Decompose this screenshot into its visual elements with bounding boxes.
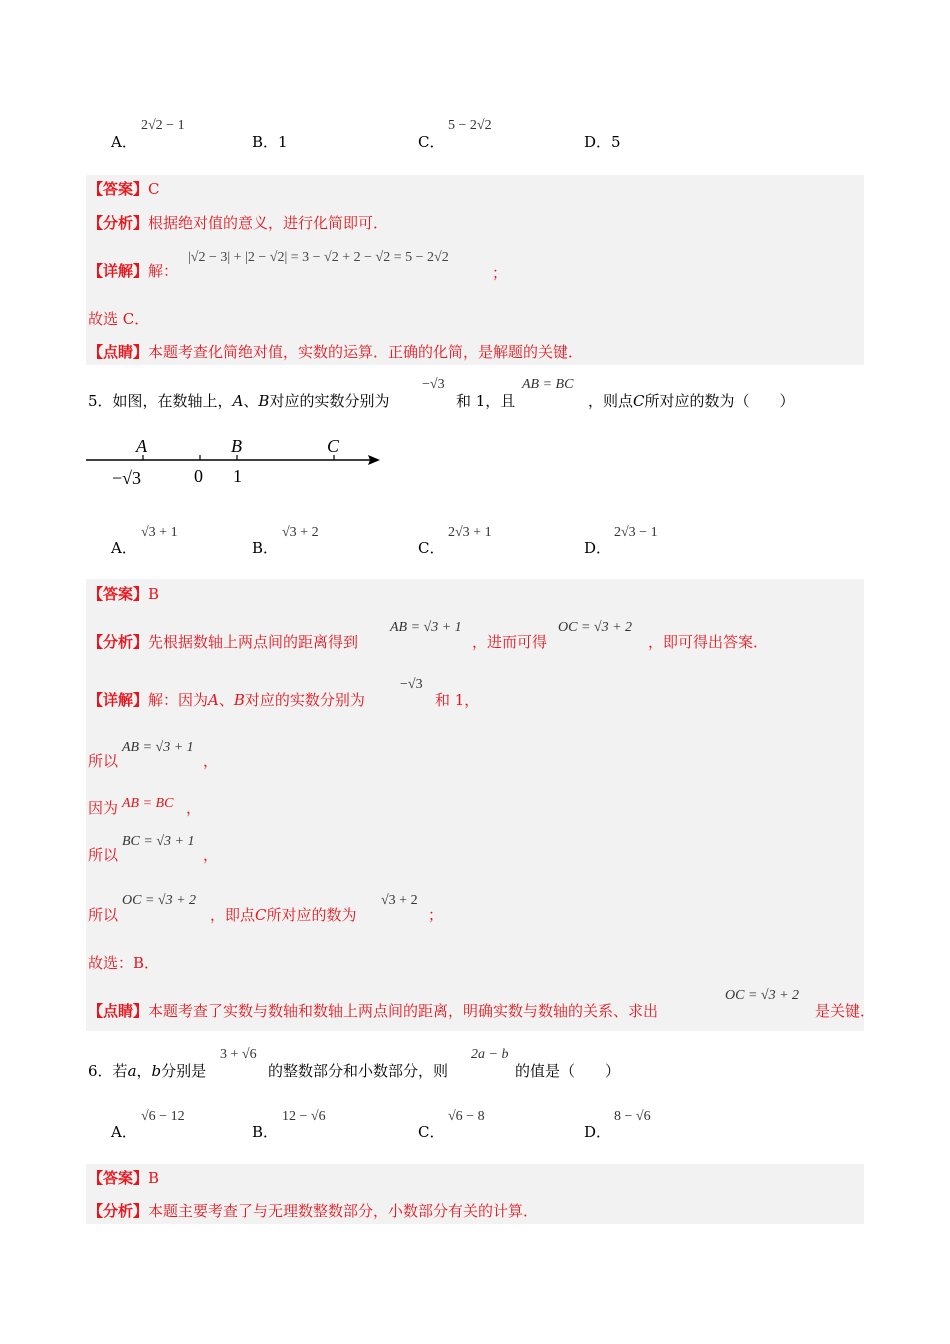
q5-option-d-expr: 2√3 − 1 [614,525,658,540]
number-line-figure [84,430,394,492]
q5-stem-ab-bc: AB = BC [522,377,574,392]
label-b: B [231,436,242,456]
q5-detail-2: 和 1， [435,691,480,709]
q6-option-d: D． [584,1123,612,1141]
q5-option-a: A． [111,539,137,557]
tick-label-b: 1 [233,466,242,486]
q5-comment-expr: OC = √3 + 2 [725,988,800,1003]
q4-detail-end: ； [492,264,508,282]
q6-option-c-expr: √6 − 8 [448,1109,485,1124]
q4-choose: 故选 C． [88,310,150,328]
q6-stem-2: 的整数部分和小数部分，则 [268,1062,449,1080]
q4-option-a-expr: 2√2 − 1 [141,118,185,133]
q6-option-d-expr: 8 − √6 [614,1109,651,1124]
q5-choose: 故选：B． [88,954,160,972]
q4-answer: 【答案】C [88,180,160,198]
q5-line3-so: 所以 [88,846,119,864]
label-c: C [327,436,340,456]
q5-analysis-3: ，即可得出答案． [648,633,769,651]
q5-line4-mid: ，即点C所对应的数为 [210,906,357,924]
q5-answer: 【答案】B [88,585,160,603]
q6-option-b-expr: 12 − √6 [282,1109,326,1124]
q5-detail-neg-sqrt3: −√3 [400,677,423,692]
q4-option-d: D．5 [584,133,621,151]
q6-stem-expr1: 3 + √6 [220,1047,257,1062]
q4-option-b: B．1 [252,133,288,151]
q5-stem-3: ，则点C所对应的数为（ ） [588,392,795,410]
q4-option-c: C． [418,133,445,151]
q6-analysis: 【分析】本题主要考查了与无理数整数部分，小数部分有关的计算． [88,1202,539,1220]
q5-option-d: D． [584,539,612,557]
q5-line2-end: ， [186,799,202,817]
q5-line4-expr2: √3 + 2 [381,893,418,908]
q5-option-a-expr: √3 + 1 [141,525,178,540]
q6-option-c: C． [418,1123,445,1141]
tick-label-o: 0 [194,466,203,486]
label-a: A [136,436,147,456]
q4-option-c-expr: 5 − 2√2 [448,118,492,133]
q6-stem-3: 的值是（ ） [515,1062,621,1080]
q5-detail-1: 【详解】解：因为A、B对应的实数分别为 [88,691,365,709]
q6-answer: 【答案】B [88,1169,160,1187]
q5-stem-2: 和 1，且 [456,392,516,410]
q5-line3-end: ， [203,846,219,864]
q5-analysis-1: 【分析】先根据数轴上两点间的距离得到 [88,633,359,651]
q5-comment-1: 【点睛】本题考查了实数与数轴和数轴上两点间的距离，明确实数与数轴的关系、求出 [88,1002,659,1020]
q5-option-c-expr: 2√3 + 1 [448,525,492,540]
q5-line4-expr: OC = √3 + 2 [122,893,197,908]
q5-line1-end: ， [203,752,219,770]
q5-line3-expr: BC = √3 + 1 [122,834,195,849]
q5-line4-end: ； [428,906,444,924]
q5-analysis-2: ，进而可得 [472,633,548,651]
q5-analysis-expr2: OC = √3 + 2 [558,620,633,635]
q5-line4-so: 所以 [88,906,119,924]
q4-option-a: A． [111,133,137,151]
q5-option-b-expr: √3 + 2 [282,525,319,540]
q5-option-c: C． [418,539,445,557]
q6-stem-expr2: 2a − b [471,1047,509,1062]
q5-line1-so: 所以 [88,752,119,770]
q4-detail-expr: |√2 − 3| + |2 − √2| = 3 − √2 + 2 − √2 = 5 − 2√2 [188,250,449,265]
q5-stem-neg-sqrt3: −√3 [422,377,445,392]
q4-comment: 【点睛】本题考查化简绝对值，实数的运算．正确的化简，是解题的关键． [88,343,584,361]
tick-label-a: −√3 [112,468,142,488]
q4-analysis: 【分析】根据绝对值的意义，进行化简即可． [88,214,389,232]
q5-analysis-expr1: AB = √3 + 1 [390,620,462,635]
q6-option-a-expr: √6 − 12 [141,1109,185,1124]
q5-line2-because: 因为 [88,799,119,817]
q6-option-b: B． [252,1123,279,1141]
q5-comment-2: 是关键． [815,1002,876,1020]
q5-stem-1: 5．如图，在数轴上，A、B对应的实数分别为 [88,392,390,410]
q6-option-a: A． [111,1123,137,1141]
q5-line2-expr: AB = BC [122,796,174,811]
q6-stem-1: 6．若a，b分别是 [88,1062,207,1080]
q5-option-b: B． [252,539,279,557]
q4-detail: 【详解】解： [88,262,179,280]
q4-solution-panel [86,175,864,365]
q5-line1-expr: AB = √3 + 1 [122,740,194,755]
